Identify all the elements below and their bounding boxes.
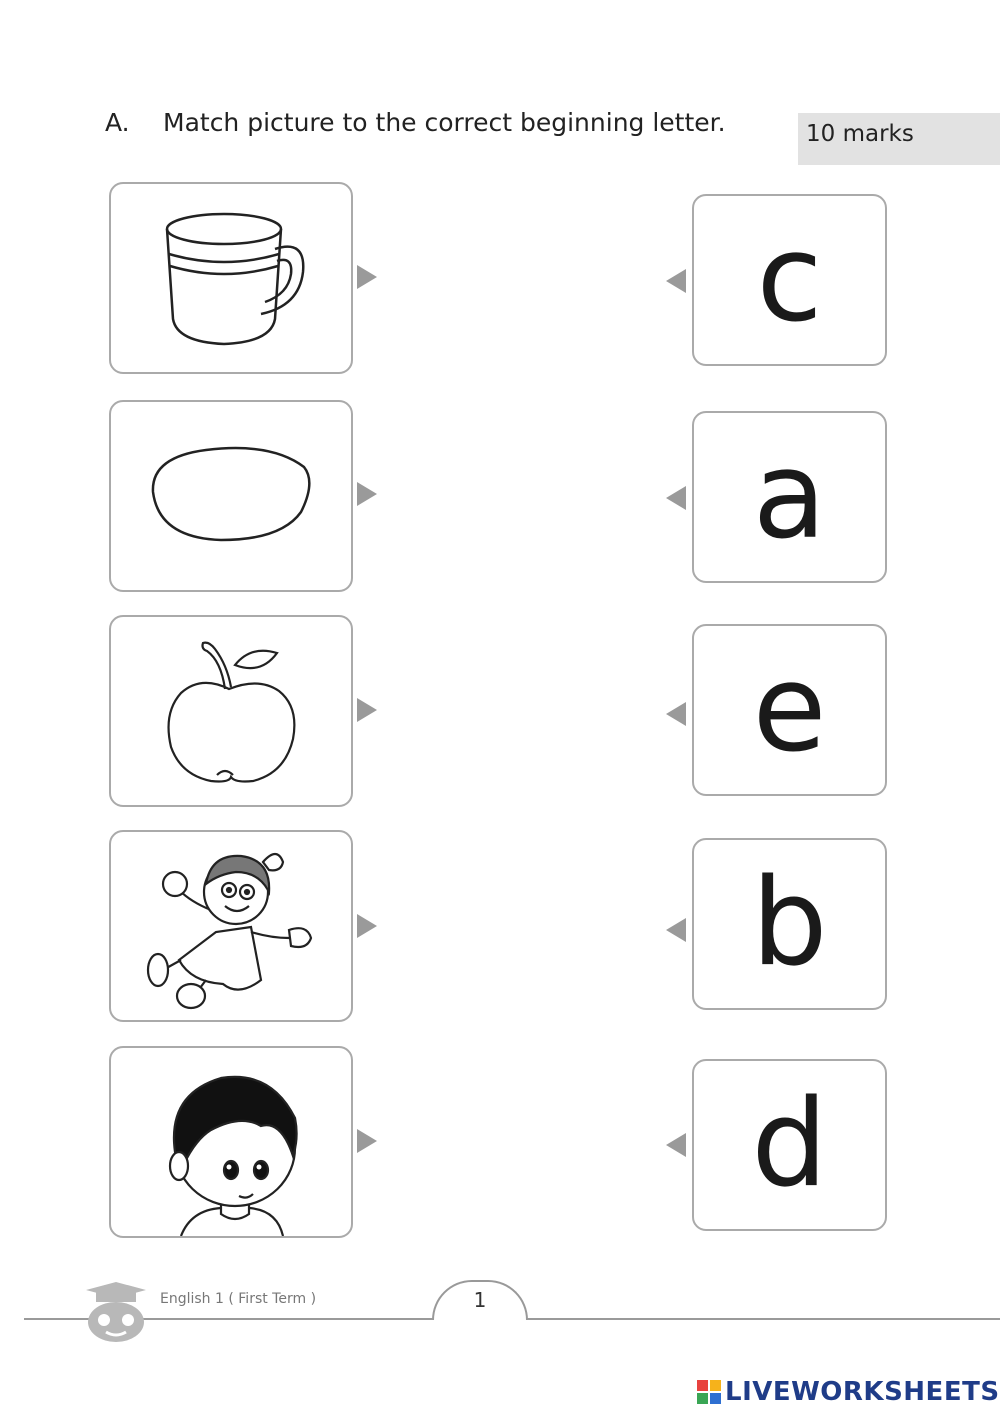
arrow-left-icon xyxy=(666,702,686,726)
picture-card-egg[interactable] xyxy=(109,400,353,592)
arrow-left-icon xyxy=(666,486,686,510)
book-title: English 1 ( First Term ) xyxy=(160,1291,317,1307)
egg-icon xyxy=(111,402,351,590)
brand-mark-icon xyxy=(697,1380,721,1404)
arrow-right-icon xyxy=(357,914,377,938)
letter-card-a[interactable]: a xyxy=(692,411,887,583)
arrow-right-icon xyxy=(357,1129,377,1153)
picture-card-apple[interactable] xyxy=(109,615,353,807)
arrow-right-icon xyxy=(357,482,377,506)
liveworksheets-brand[interactable] xyxy=(697,1377,1000,1407)
marks-box: 10 marks xyxy=(798,113,1000,165)
instruction xyxy=(105,108,726,137)
page-number: 1 xyxy=(432,1280,528,1320)
letter-card-c[interactable]: c xyxy=(692,194,887,366)
apple-icon xyxy=(111,617,351,805)
arrow-right-icon xyxy=(357,265,377,289)
picture-card-cup[interactable] xyxy=(109,182,353,374)
mascot-logo-icon xyxy=(82,1280,150,1344)
instruction-text: Match picture to the correct beginning letter. xyxy=(163,108,726,137)
letter-card-d[interactable]: d xyxy=(692,1059,887,1231)
boy-icon xyxy=(111,1048,351,1236)
brand-name: LIVEWORKSHEETS xyxy=(725,1377,1000,1407)
arrow-right-icon xyxy=(357,698,377,722)
section-label: A. xyxy=(105,108,130,137)
picture-card-boy[interactable] xyxy=(109,1046,353,1238)
cup-icon xyxy=(111,184,351,372)
letter-card-b[interactable]: b xyxy=(692,838,887,1010)
arrow-left-icon xyxy=(666,1133,686,1157)
arrow-left-icon xyxy=(666,269,686,293)
arrow-left-icon xyxy=(666,918,686,942)
picture-card-doll[interactable] xyxy=(109,830,353,1022)
letter-card-e[interactable]: e xyxy=(692,624,887,796)
doll-icon xyxy=(111,832,351,1020)
